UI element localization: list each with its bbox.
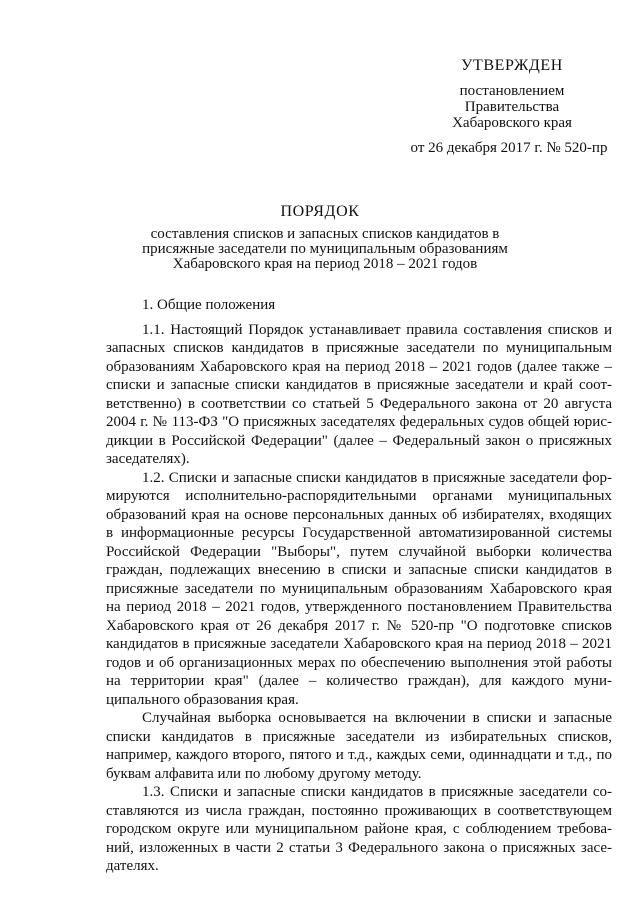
document-subtitle: составления списков и запасных списков кандидатов в присяжные заседатели по муниципальным образованиям Хабаровского края на период 2018 – 2021 годов	[142, 226, 508, 272]
paragraph-random-sampling: Случайная выборка основывается на включении в списки и запасные списки кандидатов в присяжные заседатели из избирательных списков, например, каждого второго, пятого и т.д., каждых семи, одиннадцати и т.д., по буквам алфавита или по любому другому методу.	[106, 710, 612, 782]
document-body	[106, 296, 612, 876]
approval-block	[392, 58, 632, 156]
paragraph-1-3: 1.3. Списки и запасные списки кандидатов в присяжные заседатели составляются из числа граждан, постоянно проживающих в соответствующем городском округе или муниципальном районе края, с соблюдением требований, изложенных в части 2 статьи 3 Федерального закона о присяжных заседателях.	[106, 784, 612, 874]
paragraph-1-2: 1.2. Списки и запасные списки кандидатов в присяжные заседатели формируются исполнительно-распорядительными органами муниципальных образований края на основе персональных данных об избирателях, входящих в информационные ресурсы Государственной автоматизированной системы Российской Федерации "Выборы", путем случайной выборки количества граждан, подлежащих внесению в списки и запасные списки кандидатов в присяжные заседатели по муниципальным образованиям Хабаровского края на период 2018 – 2021 годов, утвержденного постановлением Правительства Хабаровского края от 26 декабря 2017 г. № 520-пр "О подготовке списков кандидатов в присяжные заседатели Хабаровского края на период 2018 – 2021 годов и об организационных мерах по обеспечению выполнения этой работы на территории края" (далее – количество граждан), для каждого муниципального образования края.	[106, 469, 612, 708]
paragraph-1-1: 1.1. Настоящий Порядок устанавливает правила составления списков и запасных списков кандидатов в присяжные заседатели по муниципальным образованиям Хабаровского края на период 2018 – 2021 годов (далее также – списки и запасные списки кандидатов в присяжные заседатели и край соответственно) в соответствии со статьей 5 Федерального закона от 20 августа 2004 г. № 113-ФЗ "О присяжных заседателях федеральных судов общей юрисдикции в Российской Федерации" (далее – Федеральный закон о присяжных заседателях).	[106, 321, 612, 467]
document-title: ПОРЯДОК	[280, 203, 360, 220]
approval-heading: УТВЕРЖДЕН	[461, 57, 563, 74]
approval-org-line2: Хабаровского края	[452, 115, 572, 131]
approval-by: постановлением	[459, 83, 565, 99]
approval-org-line1: Правительства	[464, 99, 560, 115]
approval-date-number: от 26 декабря 2017 г. № 520-пр	[410, 140, 608, 156]
section-heading: 1. Общие положения	[142, 297, 276, 313]
